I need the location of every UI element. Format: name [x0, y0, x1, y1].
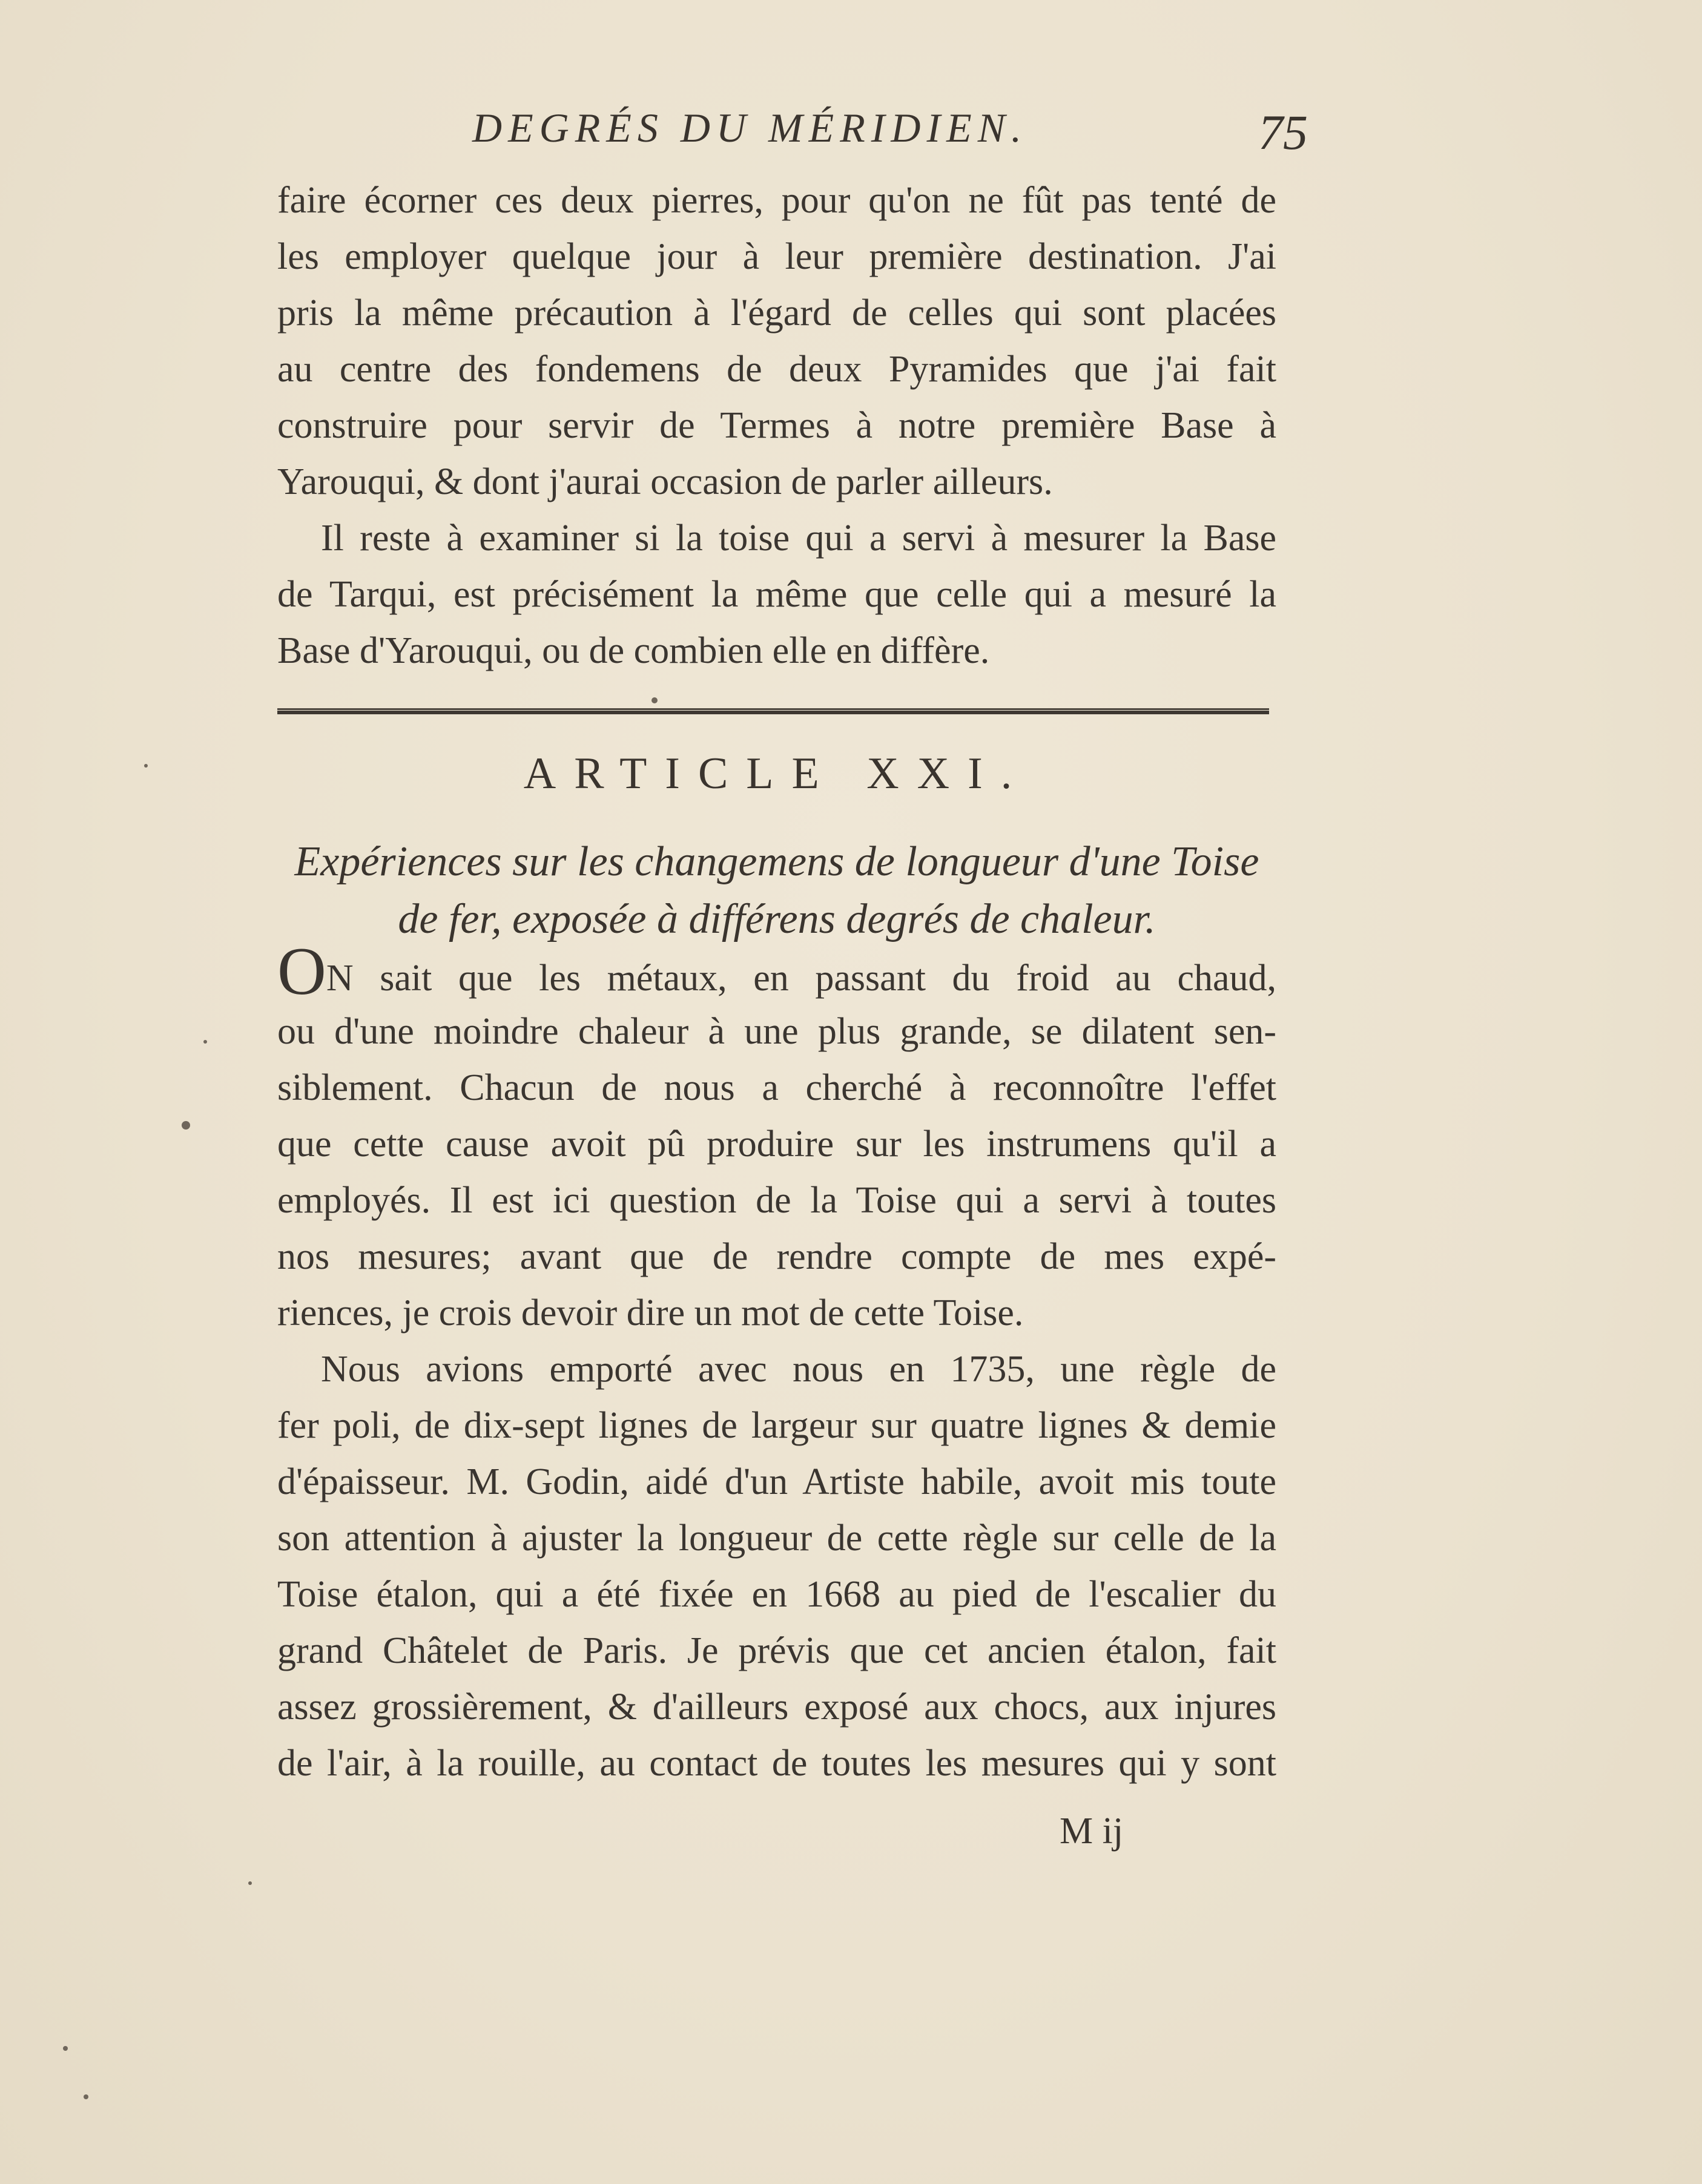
paragraph-line: les employer quelque jour à leur première destination. J'ai [277, 236, 1276, 277]
paragraph-line [277, 947, 1276, 1004]
paragraph-line: fer poli, de dix-sept lignes de largeur sur quatre lignes & demie [277, 1405, 1276, 1446]
drop-cap: O [277, 947, 326, 1004]
paper-speck [84, 2094, 88, 2099]
paragraph-line: Base d'Yarouqui, ou de combien elle en diffère. [277, 630, 990, 671]
paragraph-line: de Tarqui, est précisément la même que celle qui a mesuré la [277, 574, 1276, 615]
page-number: 75 [1258, 105, 1308, 160]
paper-speck [651, 697, 658, 703]
running-title: DEGRÉS DU MÉRIDIEN. [472, 105, 1028, 151]
paragraph-line: riences, je crois devoir dire un mot de cette Toise. [277, 1292, 1024, 1334]
paragraph-line: pris la même précaution à l'égard de celles qui sont placées [277, 292, 1276, 334]
page-header [279, 104, 1308, 171]
paragraph-line: faire écorner ces deux pierres, pour qu'on ne fût pas tenté de [277, 180, 1276, 221]
paragraph-line-text: N sait que les métaux, en passant du froid au chaud, [326, 958, 1276, 999]
paragraph-line: son attention à ajuster la longueur de cette règle sur celle de la [277, 1518, 1276, 1559]
paragraph-line: grand Châtelet de Paris. Je prévis que cet ancien étalon, fait [277, 1630, 1276, 1671]
paragraph-line: de l'air, à la rouille, au contact de toutes les mesures qui y sont [277, 1743, 1276, 1784]
paragraph-line: Nous avions emporté avec nous en 1735, une règle de [321, 1349, 1276, 1390]
paragraph-line: nos mesures; avant que de rendre compte de mes expé- [277, 1236, 1276, 1277]
paper-speck [144, 764, 148, 768]
paragraph-line: Il reste à examiner si la toise qui a servi à mesurer la Base [321, 518, 1276, 559]
paper-speck [63, 2046, 68, 2051]
paragraph-line: assez grossièrement, & d'ailleurs exposé aux chocs, aux injures [277, 1686, 1276, 1728]
paper-speck [248, 1881, 252, 1885]
article-heading: ARTICLE XXI. [523, 749, 1031, 798]
paper-speck [203, 1040, 207, 1044]
paper-speck [182, 1121, 190, 1130]
paragraph-line: ou d'une moindre chaleur à une plus grande, se dilatent sen- [277, 1011, 1276, 1052]
signature-mark: M ij [1060, 1811, 1124, 1852]
text-block-top [277, 173, 1276, 679]
paragraph-line: Yarouqui, & dont j'aurai occasion de parler ailleurs. [277, 461, 1053, 502]
paragraph-line: au centre des fondemens de deux Pyramides que j'ai fait [277, 349, 1276, 390]
text-block-article [277, 947, 1276, 1792]
paragraph-line: employés. Il est ici question de la Toise qui a servi à toutes [277, 1180, 1276, 1221]
paragraph-line: siblement. Chacun de nous a cherché à reconnoître l'effet [277, 1067, 1276, 1108]
paragraph-line: que cette cause avoit pû produire sur les instrumens qu'il a [277, 1123, 1276, 1165]
paragraph-line: d'épaisseur. M. Godin, aidé d'un Artiste habile, avoit mis toute [277, 1461, 1276, 1502]
paragraph-line: construire pour servir de Termes à notre première Base à [277, 405, 1276, 446]
section-divider [277, 708, 1269, 714]
article-subtitle-line: de fer, exposée à différens degrés de chaleur. [398, 896, 1156, 942]
paragraph-line: Toise étalon, qui a été fixée en 1668 au pied de l'escalier du [277, 1574, 1276, 1615]
article-subtitle-line: Expériences sur les changemens de longueur d'une Toise [294, 838, 1259, 885]
